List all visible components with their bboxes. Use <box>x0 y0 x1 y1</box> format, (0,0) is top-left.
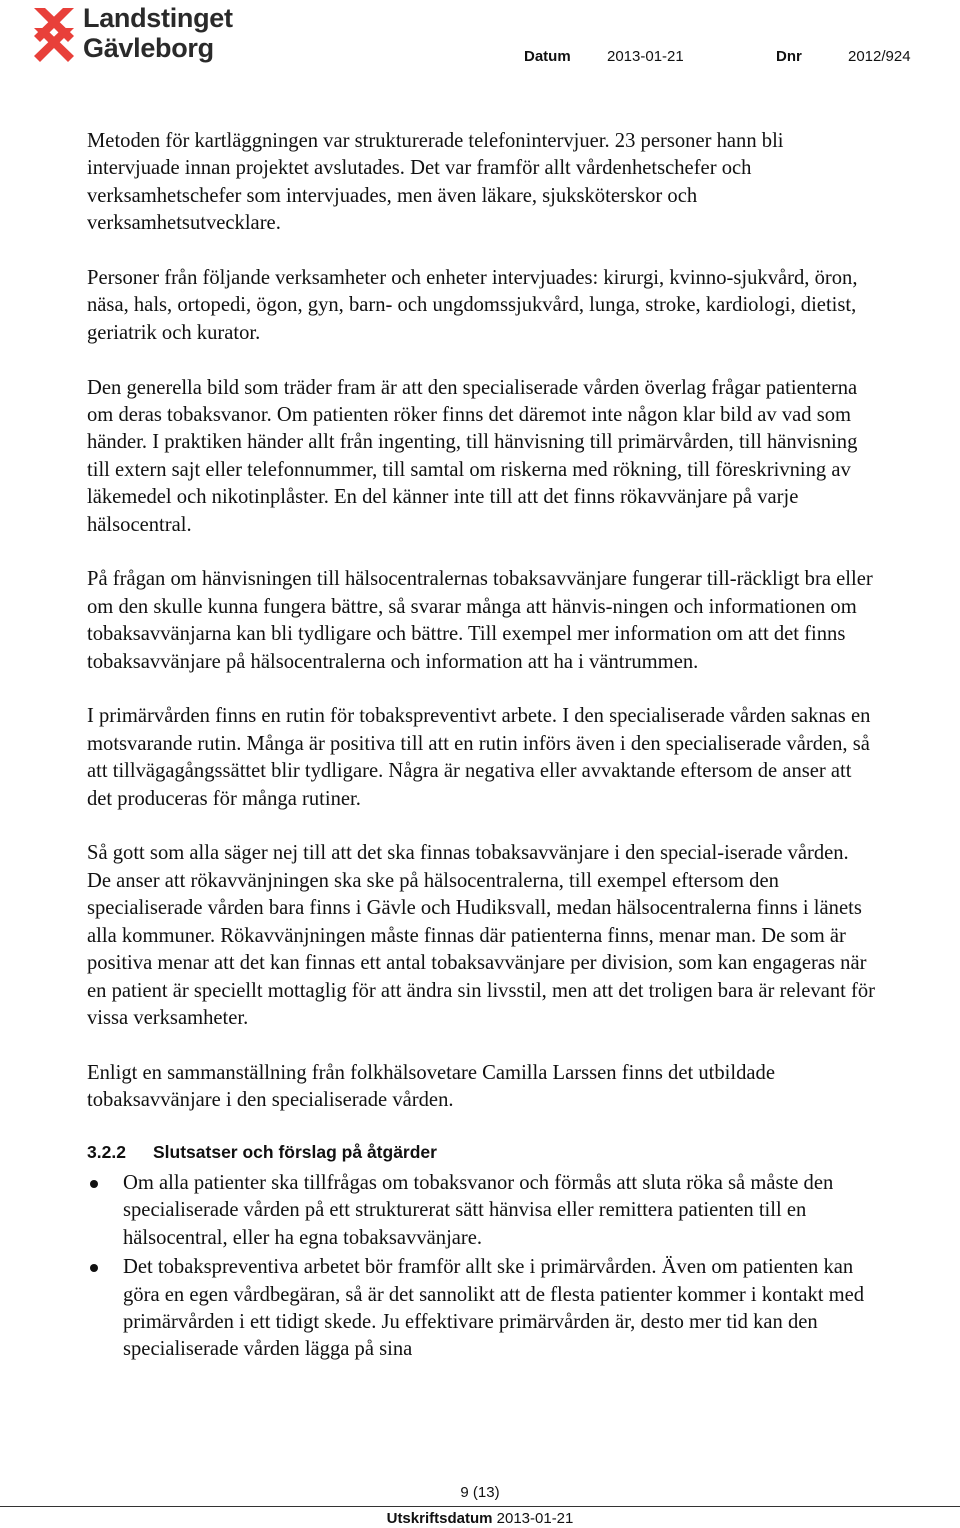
paragraph: Metoden för kartläggningen var strukturerade telefonintervjuer. 23 personer hann bli intervjuade innan projektet avslutades. Det var framför allt vårdenhetschefer och verksamhetschefer som intervjuades, men även läkare, sjuksköterskor och verksamhetsutvecklare. <box>87 130 784 235</box>
paragraph: Den generella bild som träder fram är att den specialiserade vården överlag frågar patienterna om deras tobaksvanor. Om patienten röker finns det däremot inte någon klar bild av vad som händer. I praktiken händer allt från ingenting, till hänvisning till primärvården, till hänvisning till extern sajt eller telefonnummer, till samtal om riskerna med rökning, till föreskrivning av läkemedel och nikotinplåster. En del känner inte till att det finns rökavvänjare på varje hälsocentral. <box>87 376 858 536</box>
list-item <box>87 1170 877 1252</box>
list-item-text: Det tobakspreventiva arbetet bör framför allt ske i primärvården. Även om patienten kan göra en egen vårdbegäran, så är det sannolikt att de flesta patienter kommer i kontakt med primärvården i ett tidigt skede. Ju effektivare primärvården är, desto mer tid kan den specialiserade vården lägga på sina <box>123 1256 865 1361</box>
date-label: Datum <box>524 48 571 65</box>
landstinget-logo-icon <box>30 6 78 62</box>
paragraph: Så gott som alla säger nej till att det ska finnas tobaksavvänjare i den special-iserade vården. De anser att rökavvänjningen ska ske på hälsocentralerna, till exempel eftersom den specialiserade vården bara finns i Gävle och Hudiksvall, medan hälsocentralerna finns i länets alla kommuner. Rökavvänjningen måste finnas där patienterna finns, menar man. De som är positiva menar att det kan finnas ett antal tobaksavvänjare per division, som kan engageras när en patient är speciellt mottaglig för att ändra sin livsstil, men att det troligen bara är relevant för vissa verksamheter. <box>87 842 876 1029</box>
paragraph: Enligt en sammanställning från folkhälsovetare Camilla Larssen finns det utbildade tobaksavvänjare i den specialiserade vården. <box>87 1061 775 1112</box>
dnr-label: Dnr <box>776 48 802 65</box>
print-date-line <box>0 1510 960 1527</box>
paragraph: På frågan om hänvisningen till hälsocentralernas tobaksavvänjare fungerar till-räckligt bra eller om den skulle kunna fungera bättre, så svarar många att hänvis-ningen och informationen om tobaksavvänjarna kan bli tydligare och bättre. Till exempel mer information om att det finns tobaksavvänjare på hälsocentralerna och information att ha i väntrummen. <box>87 568 873 673</box>
page-header <box>0 0 960 80</box>
section-title: Slutsatser och förslag på åtgärder <box>153 1141 437 1162</box>
footer-divider <box>0 1506 960 1507</box>
logo <box>30 2 250 66</box>
logo-text-line1: Landstinget <box>83 3 233 33</box>
print-date-label: Utskriftsdatum <box>386 1510 493 1527</box>
print-date-value: 2013-01-21 <box>496 1510 574 1527</box>
paragraph: Personer från följande verksamheter och enheter intervjuades: kirurgi, kvinno-sjukvård, öron, näsa, hals, ortopedi, ögon, gyn, barn- och ungdomssjukvård, lunga, stroke, kardiologi, dietist, geriatrik och kurator. <box>87 267 858 344</box>
bullet-icon <box>90 1264 98 1272</box>
section-number: 3.2.2 <box>87 1141 126 1162</box>
list-item <box>87 1254 877 1364</box>
page-number: 9 (13) <box>460 1484 500 1501</box>
bullet-list <box>87 1170 877 1364</box>
paragraph: I primärvården finns en rutin för tobakspreventivt arbete. I den specialiserade vården saknas en motsvarande rutin. Många är positiva till att en rutin införs även i den specialiserade vården, så att tillvägagångssättet blir tydligare. Några är negativa eller avvaktande eftersom de anser att det produceras för många rutiner. <box>87 705 871 810</box>
document-body <box>87 128 877 1366</box>
list-item-text: Om alla patienter ska tillfrågas om tobaksvanor och förmås att sluta röka så måste den specialiserade vården på ett strukturerat sätt hänvisa eller remittera patienten till en hälsocentral, eller ha egna tobaksavvänjare. <box>123 1171 834 1249</box>
bullet-icon <box>90 1180 98 1188</box>
date-value: 2013-01-21 <box>607 48 684 65</box>
section-heading <box>87 1142 877 1163</box>
dnr-value: 2012/924 <box>848 48 911 65</box>
logo-text-line2: Gävleborg <box>83 33 214 63</box>
